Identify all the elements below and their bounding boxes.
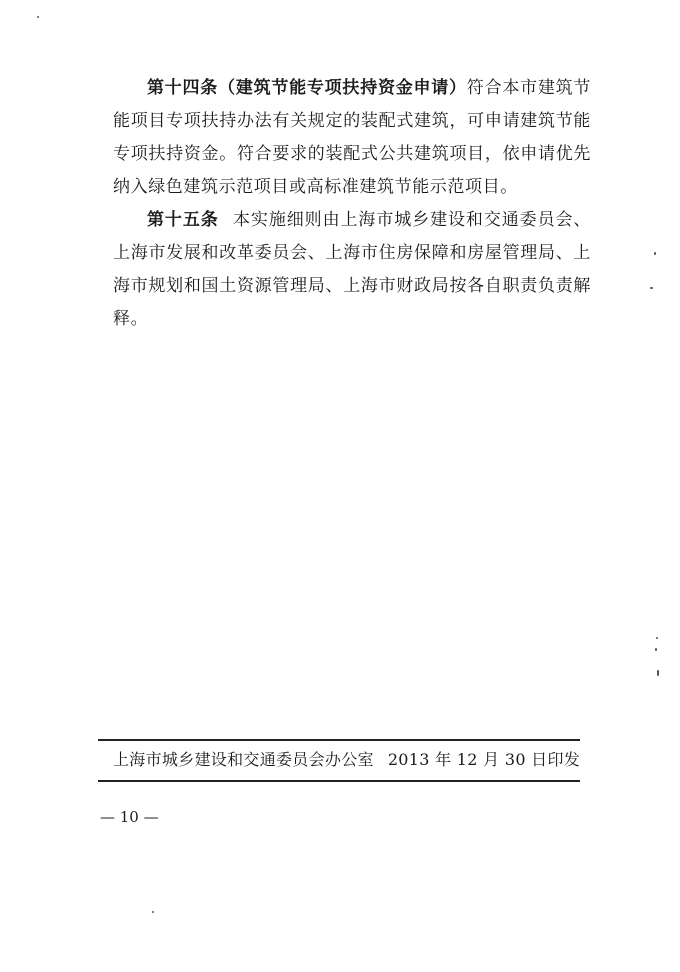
footer-bottom-rule (98, 780, 580, 782)
issuer-line (113, 746, 583, 774)
article-15-heading: 第十五条 (147, 210, 219, 230)
print-date: 2013 年 12 月 30 日印发 (387, 750, 581, 769)
article-14-heading: 第十四条（建筑节能专项扶持资金申请） (147, 78, 467, 98)
scan-speck (37, 16, 39, 18)
scan-speck (655, 648, 657, 651)
page-number: — 10 — (100, 808, 159, 826)
scan-speck (656, 637, 658, 639)
scan-speck (657, 670, 659, 676)
scan-speck (654, 252, 656, 255)
issuer-name: 上海市城乡建设和交通委员会办公室 (113, 750, 374, 769)
article-15-body: 本实施细则由上海市城乡建设和交通委员会、上海市发展和改革委员会、上海市住房保障和房屋管理局、上海市规划和国土资源管理局、上海市财政局按各自职责负责解释。 (113, 210, 591, 329)
article-15 (113, 204, 591, 336)
scan-speck (650, 287, 653, 289)
footer-top-rule (98, 739, 580, 741)
article-14-body: 符合本市建筑节能项目专项扶持办法有关规定的装配式建筑，可申请建筑节能专项扶持资金。符合要求的装配式公共建筑项目，依申请优先纳入绿色建筑示范项目或高标准建筑节能示范项目。 (113, 78, 591, 197)
article-14 (113, 72, 591, 204)
scan-speck (152, 911, 154, 913)
